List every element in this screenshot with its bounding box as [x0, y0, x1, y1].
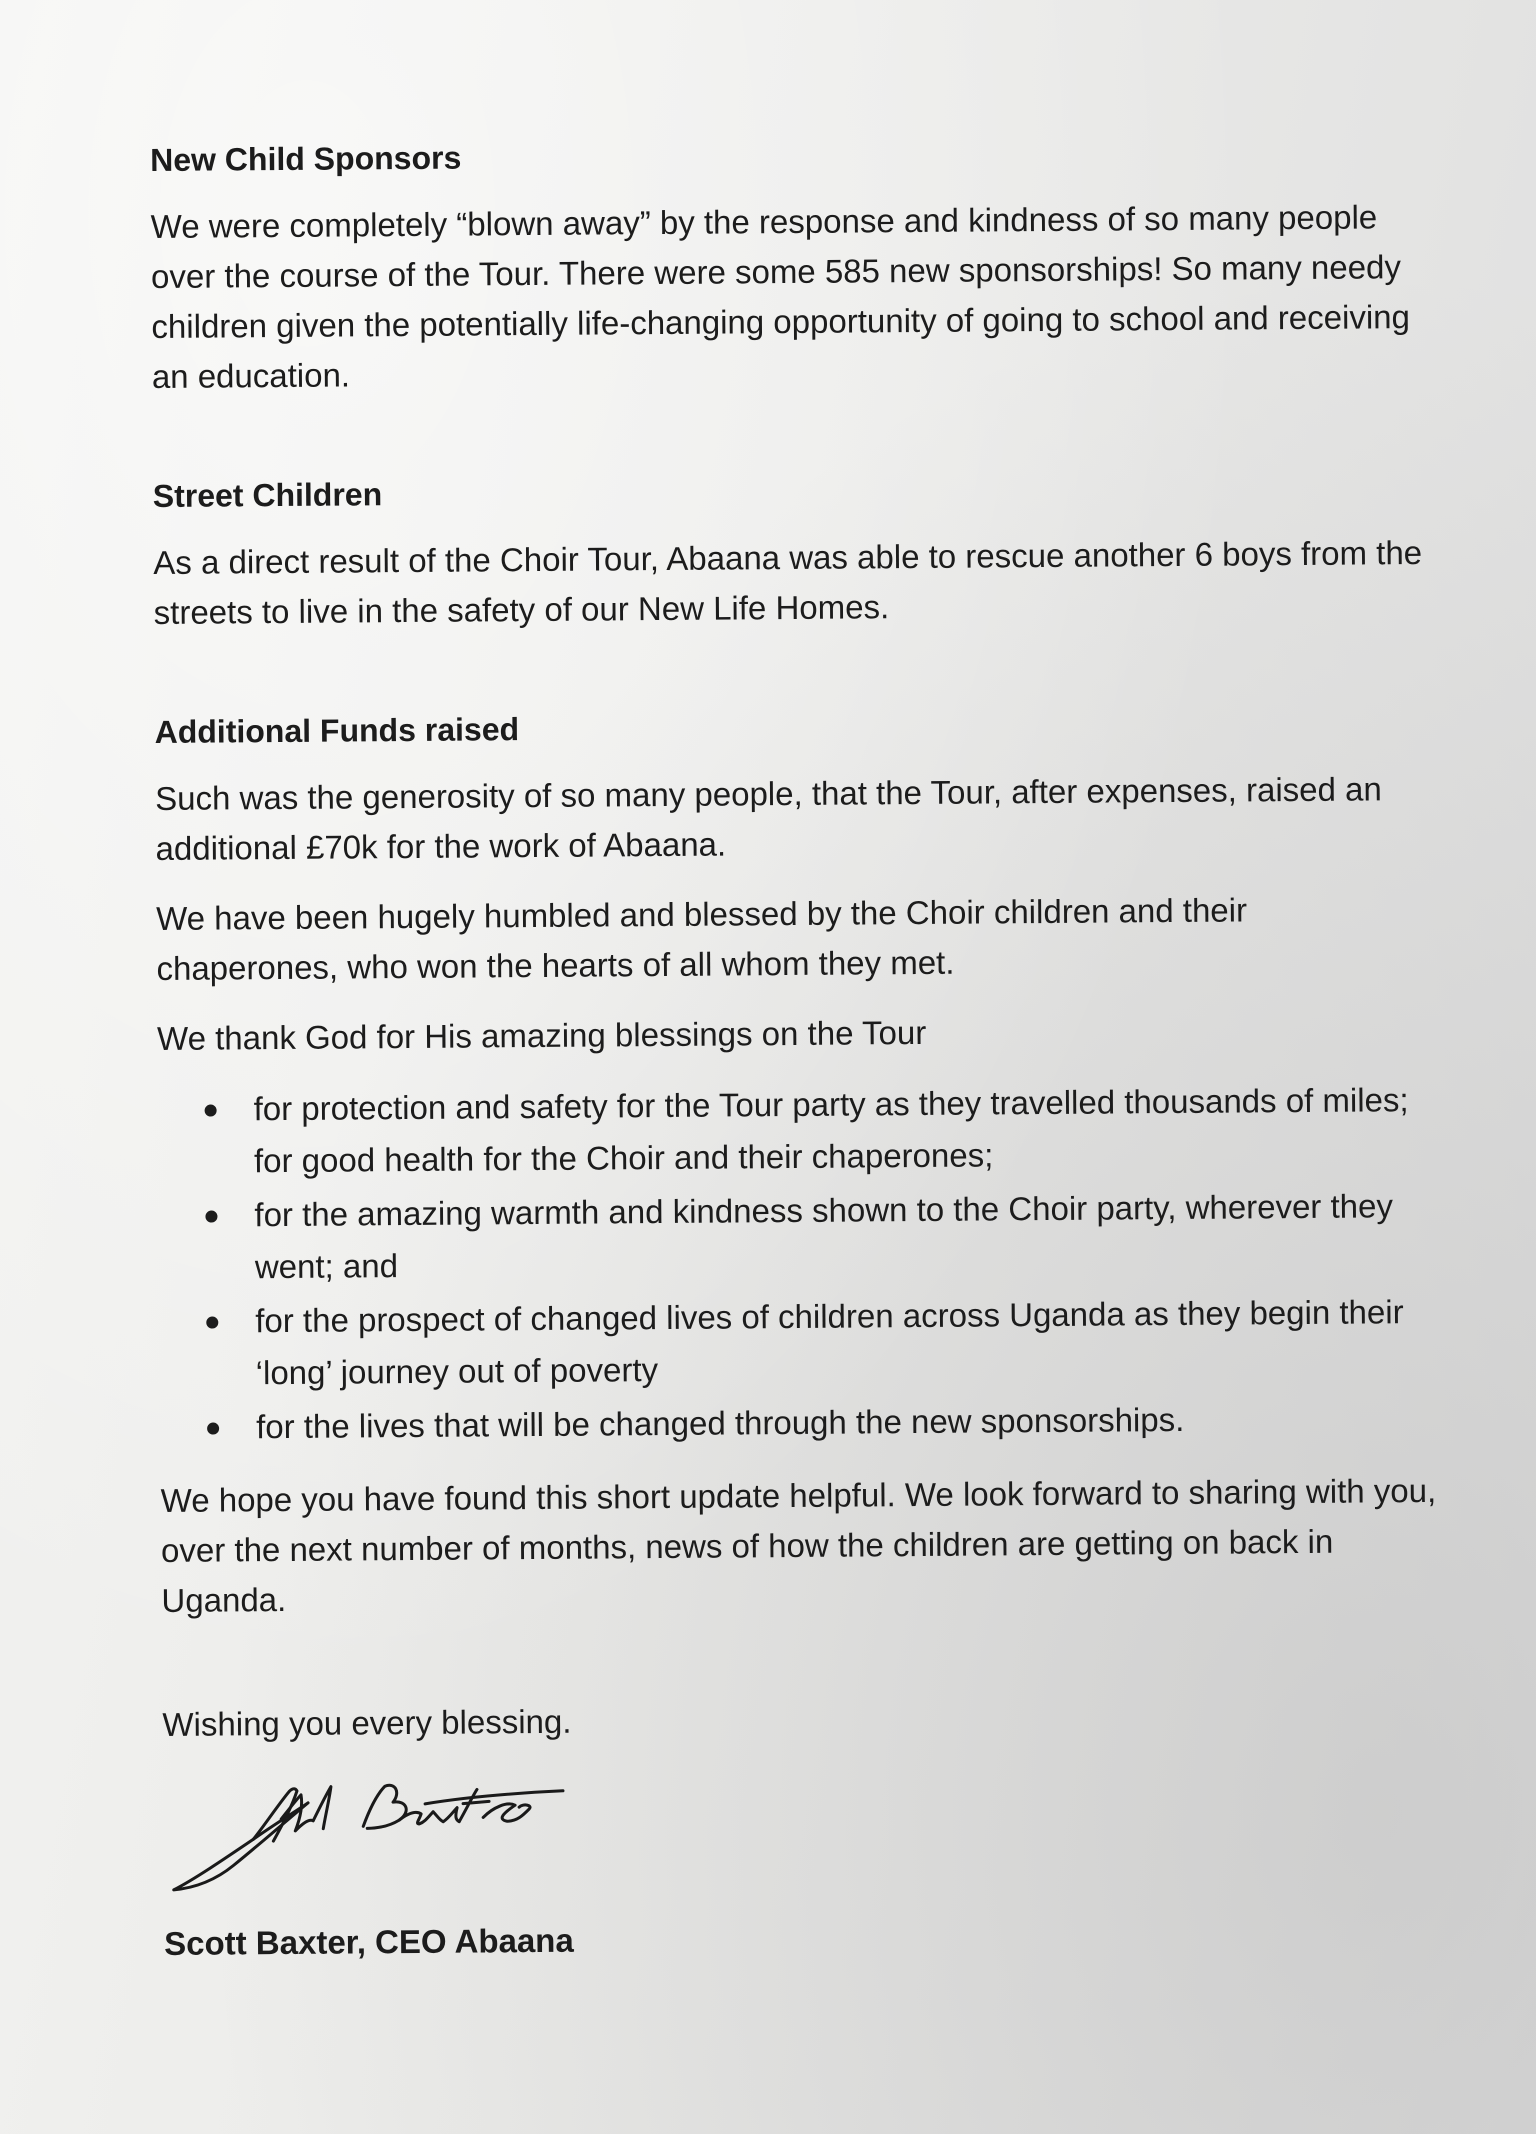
spacer — [154, 648, 1434, 712]
list-item-text: for the lives that will be changed through the new sponsorships. — [255, 1400, 1185, 1446]
list-item-text: for the prospect of changed lives of children across Uganda as they begin their ‘long’ journey out of poverty — [255, 1293, 1404, 1392]
list-item-text: for the amazing warmth and kindness shown to the Choir party, wherever they went; and — [254, 1187, 1394, 1286]
heading-new-child-sponsors: New Child Sponsors — [150, 139, 462, 178]
list-item — [253, 1074, 1438, 1187]
bullet-icon — [206, 1317, 218, 1329]
blessings-list — [157, 1074, 1440, 1454]
letter-body — [150, 130, 1444, 1964]
paragraph-closing: We hope you have found this short update helpful. We look forward to sharing with you, over the next number of months, news of how the children are getting on back in Uganda. — [160, 1471, 1437, 1619]
list-item — [254, 1180, 1439, 1293]
bullet-icon — [207, 1422, 219, 1434]
bullet-icon — [205, 1105, 217, 1117]
paragraph-street-children: As a direct result of the Choir Tour, Abaana was able to rescue another 6 boys from the streets to live in the safety of our New Life Homes. — [153, 534, 1423, 631]
paragraph-humbled: We have been hugely humbled and blessed by the Choir children and their chaperones, who won the hearts of all whom they met. — [155, 891, 1248, 987]
list-item-text: for protection and safety for the Tour party as they travelled thousands of miles; for good health for the Choir and their chaperones; — [253, 1081, 1409, 1180]
sign-off: Wishing you every blessing. — [162, 1702, 572, 1743]
signature-icon — [163, 1776, 624, 1900]
paragraph-thanks-intro: We thank God for His amazing blessings on the Tour — [156, 1013, 927, 1057]
spacer — [152, 412, 1432, 476]
list-item — [255, 1286, 1440, 1399]
signer-name: Scott Baxter, CEO Abaana — [164, 1921, 574, 1962]
bullet-icon — [205, 1211, 217, 1223]
list-item — [256, 1392, 1440, 1453]
paragraph-funds: Such was the generosity of so many people, that the Tour, after expenses, raised an additional £70k for the work of Abaana. — [155, 770, 1382, 867]
paragraph-sponsors: We were completely “blown away” by the response and kindness of so many people over the course of the Tour. There were some 585 new sponsorships! So many needy children given the potentially life-changing opportunity of going to school and receiving an education. — [150, 198, 1411, 395]
heading-additional-funds: Additional Funds raised — [154, 711, 520, 750]
heading-street-children: Street Children — [152, 476, 383, 514]
signature — [163, 1776, 624, 1900]
spacer — [162, 1636, 1442, 1700]
